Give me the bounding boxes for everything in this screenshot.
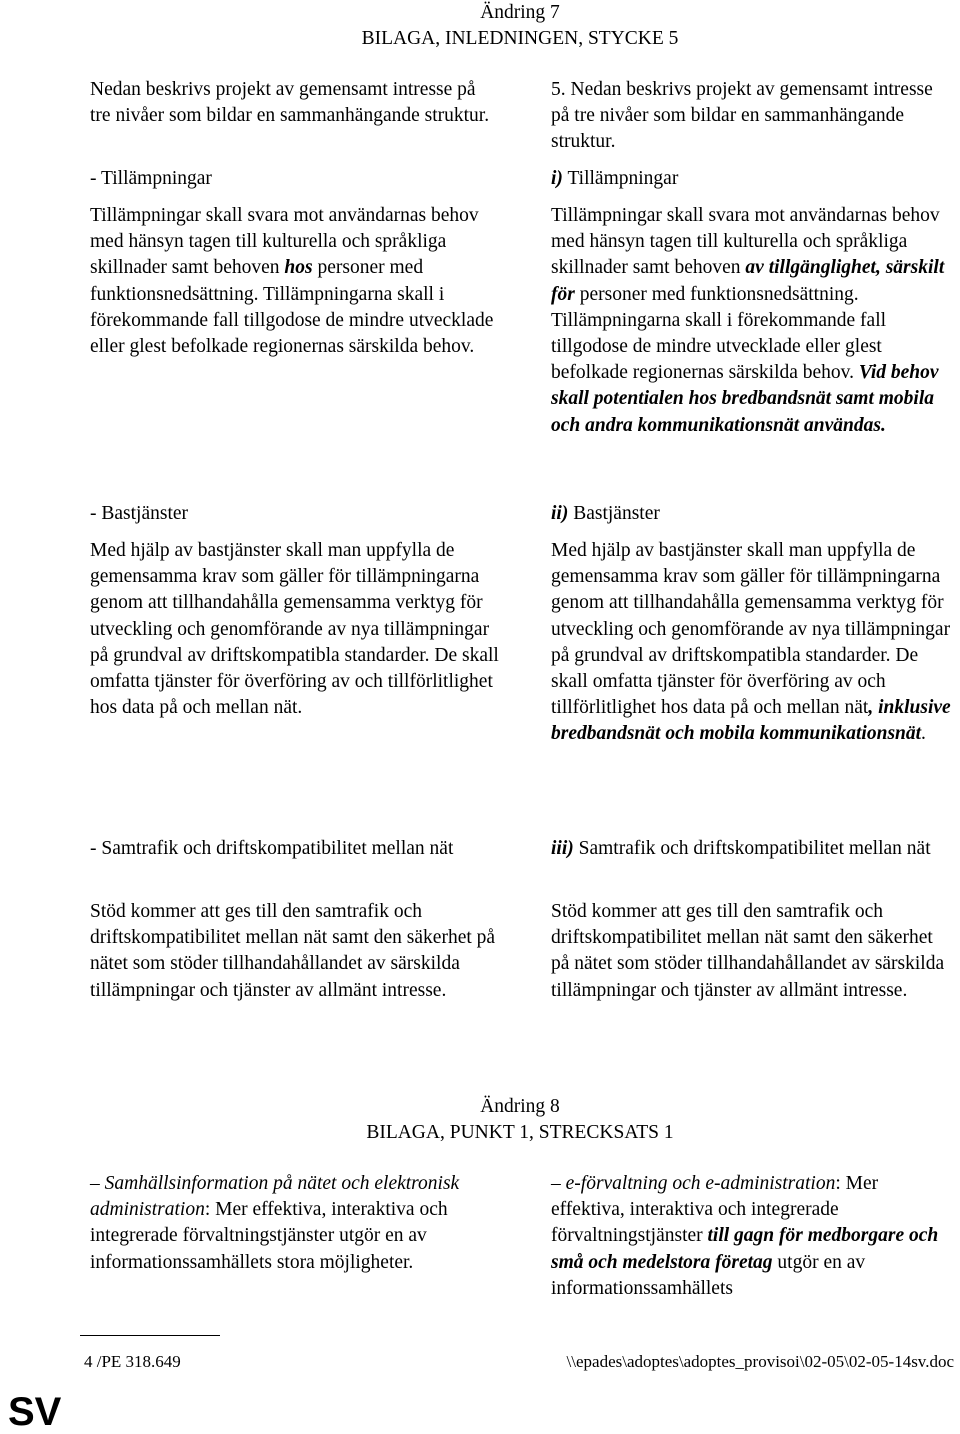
footer-page-reference: 4 /PE 318.649 [84, 1352, 181, 1371]
amendment-8-heading [0, 1094, 960, 1146]
footer-rule [80, 1335, 220, 1336]
right-heading-basic-services: ii) Bastjänster [551, 503, 660, 524]
right-intro: 5. Nedan beskrivs projekt av gemensamt intresse på tre nivåer som bildar en sammanhängande struktur. [551, 79, 933, 153]
right-heading-interconnection: iii) Samtrafik och driftskompatibilitet mellan nät [551, 838, 931, 859]
amendment-8-title: Ändring 8 [480, 1096, 560, 1117]
left-paragraph-applications: Tillämpningar skall svara mot användarnas behov med hänsyn tagen till kulturella och språkliga skillnader samt behoven hos personer med funktionsnedsättning. Tillämpningarna skall i förekommande fall tillgodose de mindre utvecklade eller glest befolkade regionernas särskilda behov. [90, 205, 494, 358]
left-heading-applications: - Tillämpningar [90, 168, 212, 189]
amendment-8-subtitle: BILAGA, PUNKT 1, STRECKSATS 1 [366, 1122, 674, 1144]
right-paragraph-interconnection: Stöd kommer att ges till den samtrafik och driftskompatibilitet mellan nät samt den säkerhet på nätet som stöder tillhandahållandet av särskilda tillämpningar och tjänster av allmänt intresse. [551, 901, 945, 1001]
left-paragraph-basic-services: Med hjälp av bastjänster skall man uppfylla de gemensamma krav som gäller för tillämpningarna genom att tillhandahålla gemensamma verktyg för utveckling och genomförande av nya tillämpningar på grundval av driftskompatibla standarder. De skall omfatta tjänster för överföring av och tillförlitlighet hos data på och mellan nät. [90, 540, 499, 719]
left-heading-interconnection: - Samtrafik och driftskompatibilitet mellan nät [90, 838, 454, 859]
footer-file-path: \\epades\adoptes\adoptes_provisoi\02-05\02-05-14sv.doc [566, 1352, 954, 1371]
right-paragraph-basic-services: Med hjälp av bastjänster skall man uppfylla de gemensamma krav som gäller för tillämpningarna genom att tillhandahålla gemensamma verktyg för utveckling och genomförande av nya tillämpningar på grundval av driftskompatibla standarder. De skall omfatta tjänster för överföring av och tillförlitlighet hos data på och mellan nät, inklusive bredbandsnät och mobila kommunikationsnät. [551, 540, 951, 745]
left-amendment-8-text: – Samhällsinformation på nätet och elektronisk administration: Mer effektiva, interaktiva och integrerade förvaltningstjänster utgör en av informationssamhällets stora möjligheter. [90, 1173, 460, 1273]
amendment-7-heading [0, 0, 960, 52]
left-intro: Nedan beskrivs projekt av gemensamt intresse på tre nivåer som bildar en sammanhängande struktur. [90, 79, 490, 127]
amendment-7-title: Ändring 7 [480, 2, 560, 23]
left-heading-basic-services: - Bastjänster [90, 503, 189, 524]
amendment-7-subtitle: BILAGA, INLEDNINGEN, STYCKE 5 [361, 28, 679, 50]
right-heading-applications: i) Tillämpningar [551, 168, 679, 189]
right-amendment-8-text: – e-förvaltning och e-administration: Mer effektiva, interaktiva och integrerade förvaltningstjänster till gagn för medborgare och små och medelstora företag utgör en av informationssamhällets [551, 1173, 939, 1299]
left-paragraph-interconnection: Stöd kommer att ges till den samtrafik och driftskompatibilitet mellan nät samt den säkerhet på nätet som stöder tillhandahållandet av särskilda tillämpningar och tjänster av allmänt intresse. [90, 901, 496, 1001]
right-paragraph-applications: Tillämpningar skall svara mot användarnas behov med hänsyn tagen till kulturella och språkliga skillnader samt behoven av tillgänglighet, särskilt för personer med funktionsnedsättning. Tillämpningarna skall i förekommande fall tillgodose de mindre utvecklade eller glest befolkade regionernas särskilda behov. Vid behov skall potentialen hos bredbandsnät samt mobila och andra kommunikationsnät användas. [551, 205, 945, 436]
language-code: SV [8, 1390, 62, 1434]
